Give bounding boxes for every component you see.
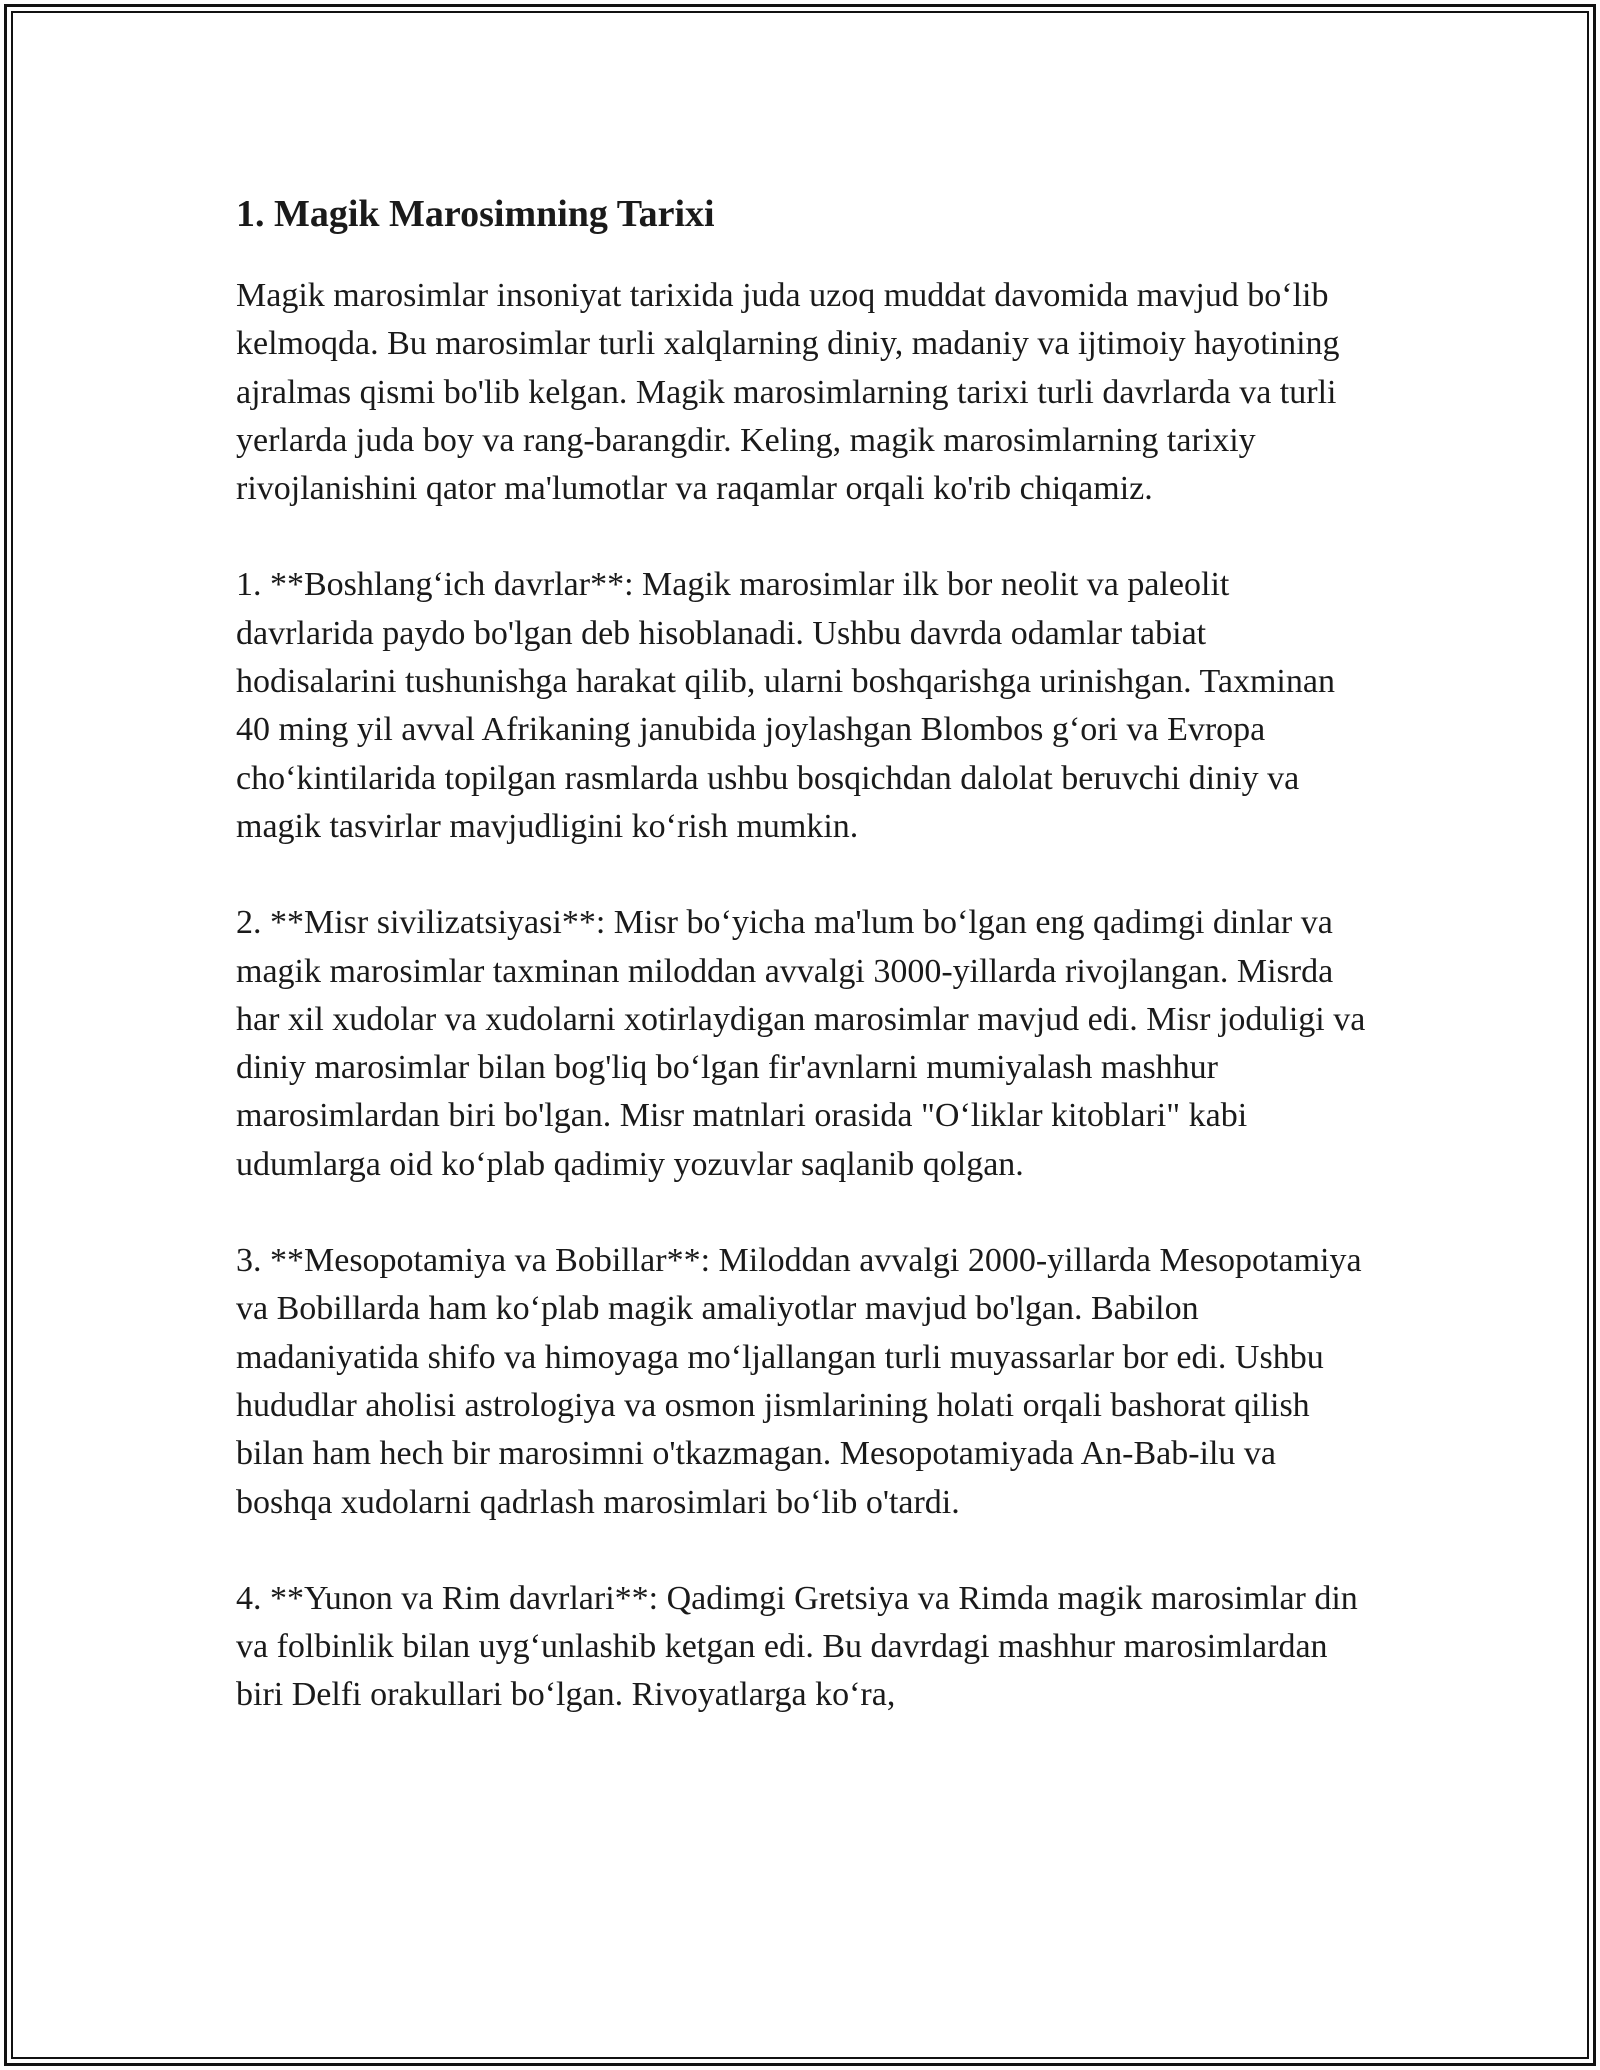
paragraph-greece-rome: 4. **Yunon va Rim davrlari**: Qadimgi Gretsiya va Rimda magik marosimlar din va folbinlik bilan uygʻunlashib ketgan edi. Bu davrdagi mashhur marosimlardan biri Delfi orakullari boʻlgan. Rivoyatlarga koʻra, xyxy=(236,1579,1358,1714)
paragraph-intro: Magik marosimlar insoniyat tarixida juda uzoq muddat davomida mavjud boʻlib kelmoqda. Bu marosimlar turli xalqlarning diniy, madaniy va ijtimoiy hayotining ajralmas qismi bo'lib kelgan. Magik marosimlarning tarixi turli davrlarda va turli yerlarda juda boy va rang-barangdir. Keling, magik marosimlarning tarixiy rivojlanishini qator ma'lumotlar va raqamlar orqali ko'rib chiqamiz. xyxy=(236,277,1340,508)
paragraph-mesopotamia: 3. **Mesopotamiya va Bobillar**: Miloddan avvalgi 2000-yillarda Mesopotamiya va Bobillarda ham koʻplab magik amaliyotlar mavjud bo'lgan. Babilon madaniyatida shifo va himoyaga moʻljallangan turli muyassarlar bor edi. Ushbu hududlar aholisi astrologiya va osmon jismlarining holati orqali bashorat qilish bilan ham hech bir marosimni o'tkazmagan. Mesopotamiyada An-Bab-ilu va boshqa xudolarni qadrlash marosimlari boʻlib o'tardi. xyxy=(236,1242,1362,1521)
document-body xyxy=(236,186,1366,1768)
paragraph-egypt: 2. **Misr sivilizatsiyasi**: Misr boʻyicha ma'lum boʻlgan eng qadimgi dinlar va magik marosimlar taxminan miloddan avvalgi 3000-yillarda rivojlangan. Misrda har xil xudolar va xudolarni xotirlaydigan marosimlar mavjud edi. Misr joduligi va diniy marosimlar bilan bog'liq boʻlgan fir'avnlarni mumiyalash mashhur marosimlardan biri bo'lgan. Misr matnlari orasida "Oʻliklar kitoblari" kabi udumlarga oid koʻplab qadimiy yozuvlar saqlanib qolgan. xyxy=(236,904,1366,1183)
paragraph-early-periods: 1. **Boshlangʻich davrlar**: Magik marosimlar ilk bor neolit va paleolit davrlarida paydo bo'lgan deb hisoblanadi. Ushbu davrda odamlar tabiat hodisalarini tushunishga harakat qilib, ularni boshqarishga urinishgan. Taxminan 40 ming yil avval Afrikaning janubida joylashgan Blombos gʻori va Evropa choʻkintilarida topilgan rasmlarda ushbu bosqichdan dalolat beruvchi diniy va magik tasvirlar mavjudligini koʻrish mumkin. xyxy=(236,566,1335,845)
section-heading: 1. Magik Marosimning Tarixi xyxy=(236,193,715,235)
